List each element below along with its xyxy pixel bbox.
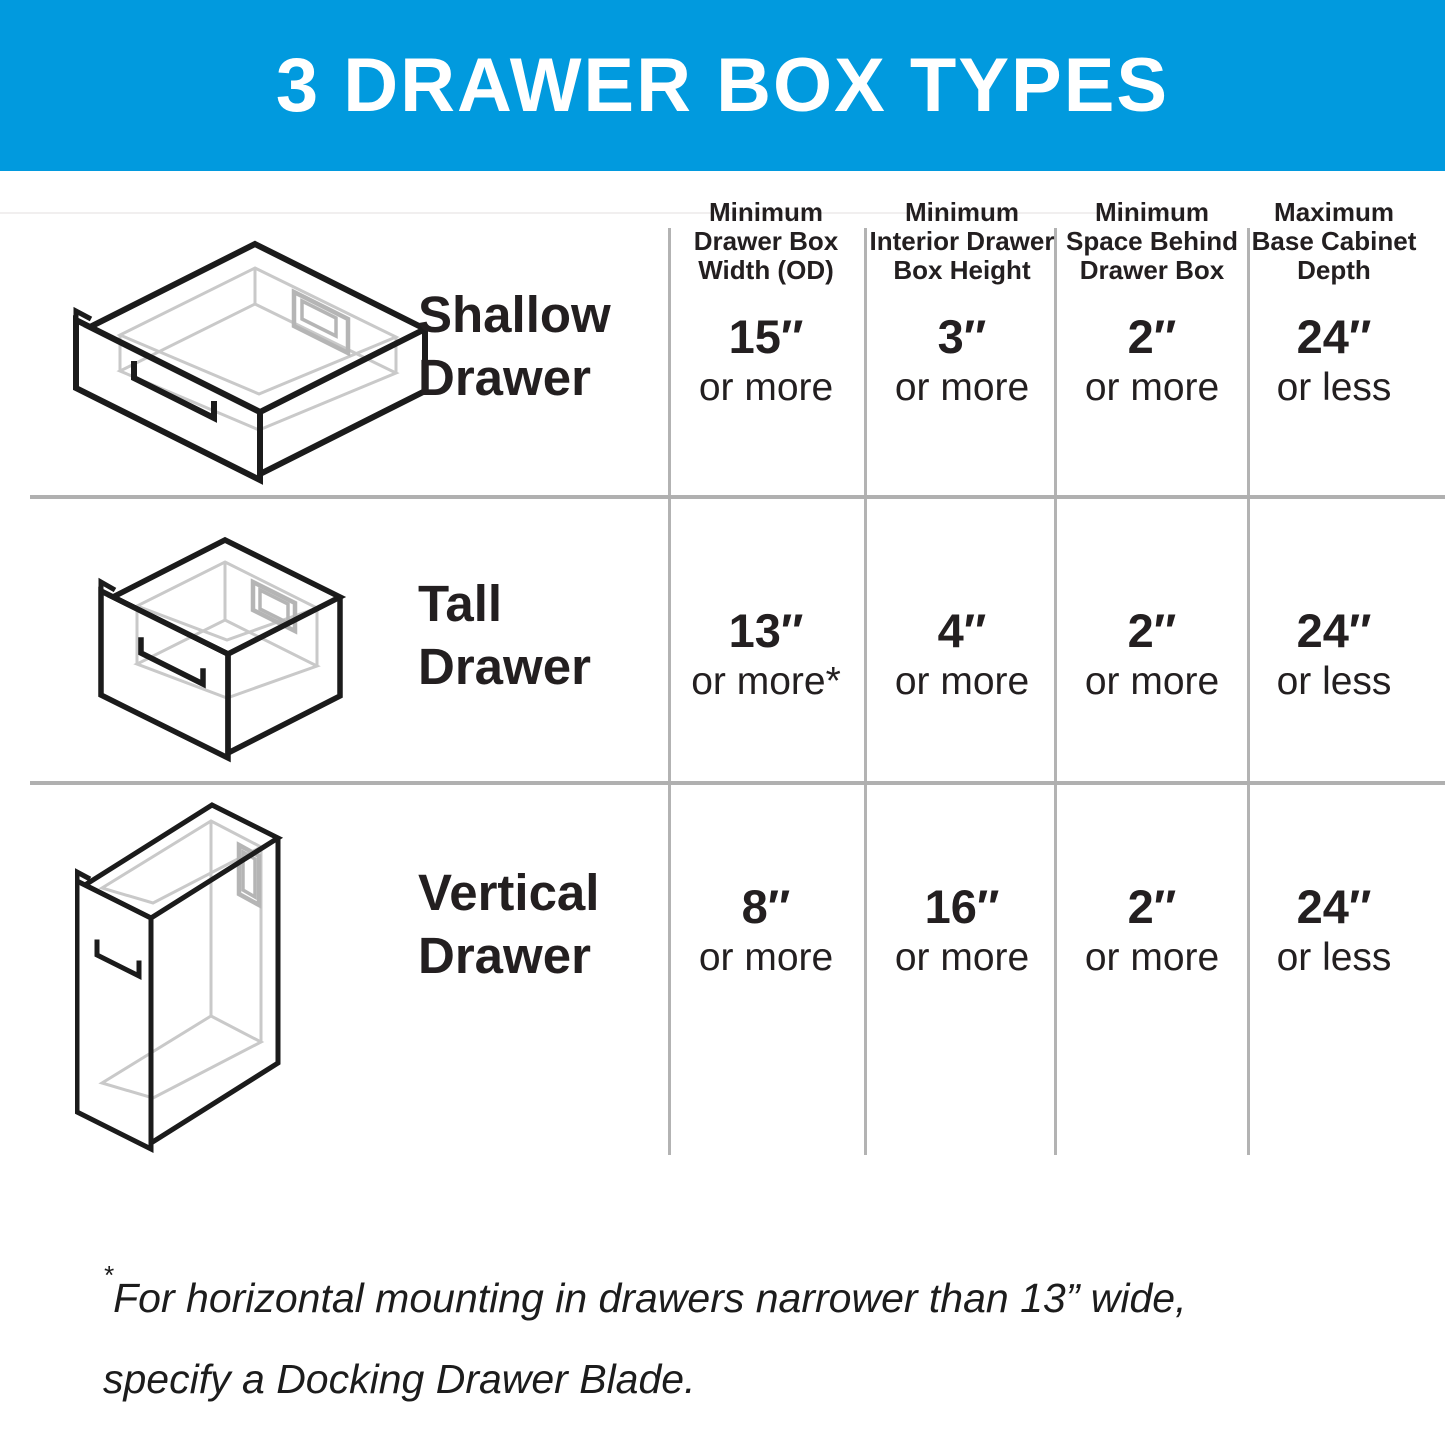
cell-qualifier: or more — [698, 366, 834, 409]
column-header-line: Minimum — [904, 197, 1020, 227]
cell-qualifier: or more — [894, 660, 1030, 703]
cell-value: 24″ — [1296, 604, 1372, 657]
column-header-max-cabinet-depth — [1219, 198, 1445, 285]
cell-value: 15″ — [728, 310, 804, 363]
cell-value: 3″ — [937, 310, 987, 363]
cell-vertical-cabinet-depth — [1234, 880, 1434, 981]
cell-shallow-interior-height — [862, 310, 1062, 411]
cell-value: 16″ — [924, 880, 1000, 933]
cell-tall-space-behind — [1052, 604, 1252, 705]
cell-tall-min-width — [666, 604, 866, 705]
cell-qualifier: or more — [894, 936, 1030, 979]
footnote-text: For horizontal mounting in drawers narrower than 13” wide, — [113, 1275, 1187, 1321]
column-header-line: Width (OD) — [698, 255, 834, 285]
column-header-line: Minimum — [708, 197, 824, 227]
column-header-line: Space Behind — [1066, 226, 1238, 256]
footnote-line-1 — [103, 1258, 1186, 1339]
row-label-line: Drawer — [418, 638, 591, 695]
cell-value: 2″ — [1127, 880, 1177, 933]
cell-qualifier: or more — [1084, 660, 1220, 703]
footnote-asterisk: * — [103, 1260, 114, 1290]
cell-value: 2″ — [1127, 604, 1177, 657]
column-header-line: Maximum — [1274, 197, 1394, 227]
cell-value: 13″ — [728, 604, 804, 657]
cell-value: 8″ — [741, 880, 791, 933]
row-label-tall-drawer — [418, 572, 591, 698]
cell-shallow-cabinet-depth — [1234, 310, 1434, 411]
footnote-line-2: specify a Docking Drawer Blade. — [103, 1356, 696, 1402]
cell-value: 4″ — [937, 604, 987, 657]
cell-qualifier: or more* — [691, 660, 841, 703]
drawer-handle — [97, 942, 139, 976]
cell-qualifier: or more — [1084, 366, 1220, 409]
column-header-line: Base Cabinet — [1251, 226, 1417, 256]
cell-value: 24″ — [1296, 880, 1372, 933]
cell-value: 24″ — [1296, 310, 1372, 363]
column-header-line: Interior Drawer — [869, 226, 1055, 256]
cell-value: 2″ — [1127, 310, 1177, 363]
row-label-line: Tall — [418, 575, 503, 632]
tall-drawer-illustration — [75, 528, 375, 773]
footnote — [103, 1258, 1186, 1420]
row-label-line: Drawer — [418, 349, 591, 406]
row-divider-2 — [30, 781, 1445, 785]
row-label-line: Shallow — [418, 286, 611, 343]
row-label-line: Drawer — [418, 927, 591, 984]
cell-vertical-space-behind — [1052, 880, 1252, 981]
cell-tall-interior-height — [862, 604, 1062, 705]
cell-qualifier: or less — [1276, 936, 1392, 979]
cell-shallow-space-behind — [1052, 310, 1252, 411]
cell-qualifier: or more — [894, 366, 1030, 409]
cell-qualifier: or more — [698, 936, 834, 979]
header-banner — [0, 0, 1445, 171]
cell-shallow-min-width — [666, 310, 866, 411]
page-title: 3 DRAWER BOX TYPES — [275, 43, 1170, 128]
column-header-line: Depth — [1297, 255, 1371, 285]
cell-qualifier: or less — [1276, 660, 1392, 703]
drawer-outline — [77, 805, 278, 1149]
cell-qualifier: or less — [1276, 366, 1392, 409]
column-header-line: Drawer Box — [693, 226, 839, 256]
row-label-shallow-drawer — [418, 283, 611, 409]
column-header-line: Minimum — [1094, 197, 1210, 227]
row-label-line: Vertical — [418, 864, 600, 921]
cell-vertical-min-width — [666, 880, 866, 981]
column-header-line: Box Height — [893, 255, 1031, 285]
cell-vertical-interior-height — [862, 880, 1062, 981]
row-label-vertical-drawer — [418, 861, 599, 987]
column-header-line: Drawer Box — [1079, 255, 1225, 285]
cell-tall-cabinet-depth — [1234, 604, 1434, 705]
vertical-drawer-illustration — [75, 795, 335, 1155]
cell-qualifier: or more — [1084, 936, 1220, 979]
